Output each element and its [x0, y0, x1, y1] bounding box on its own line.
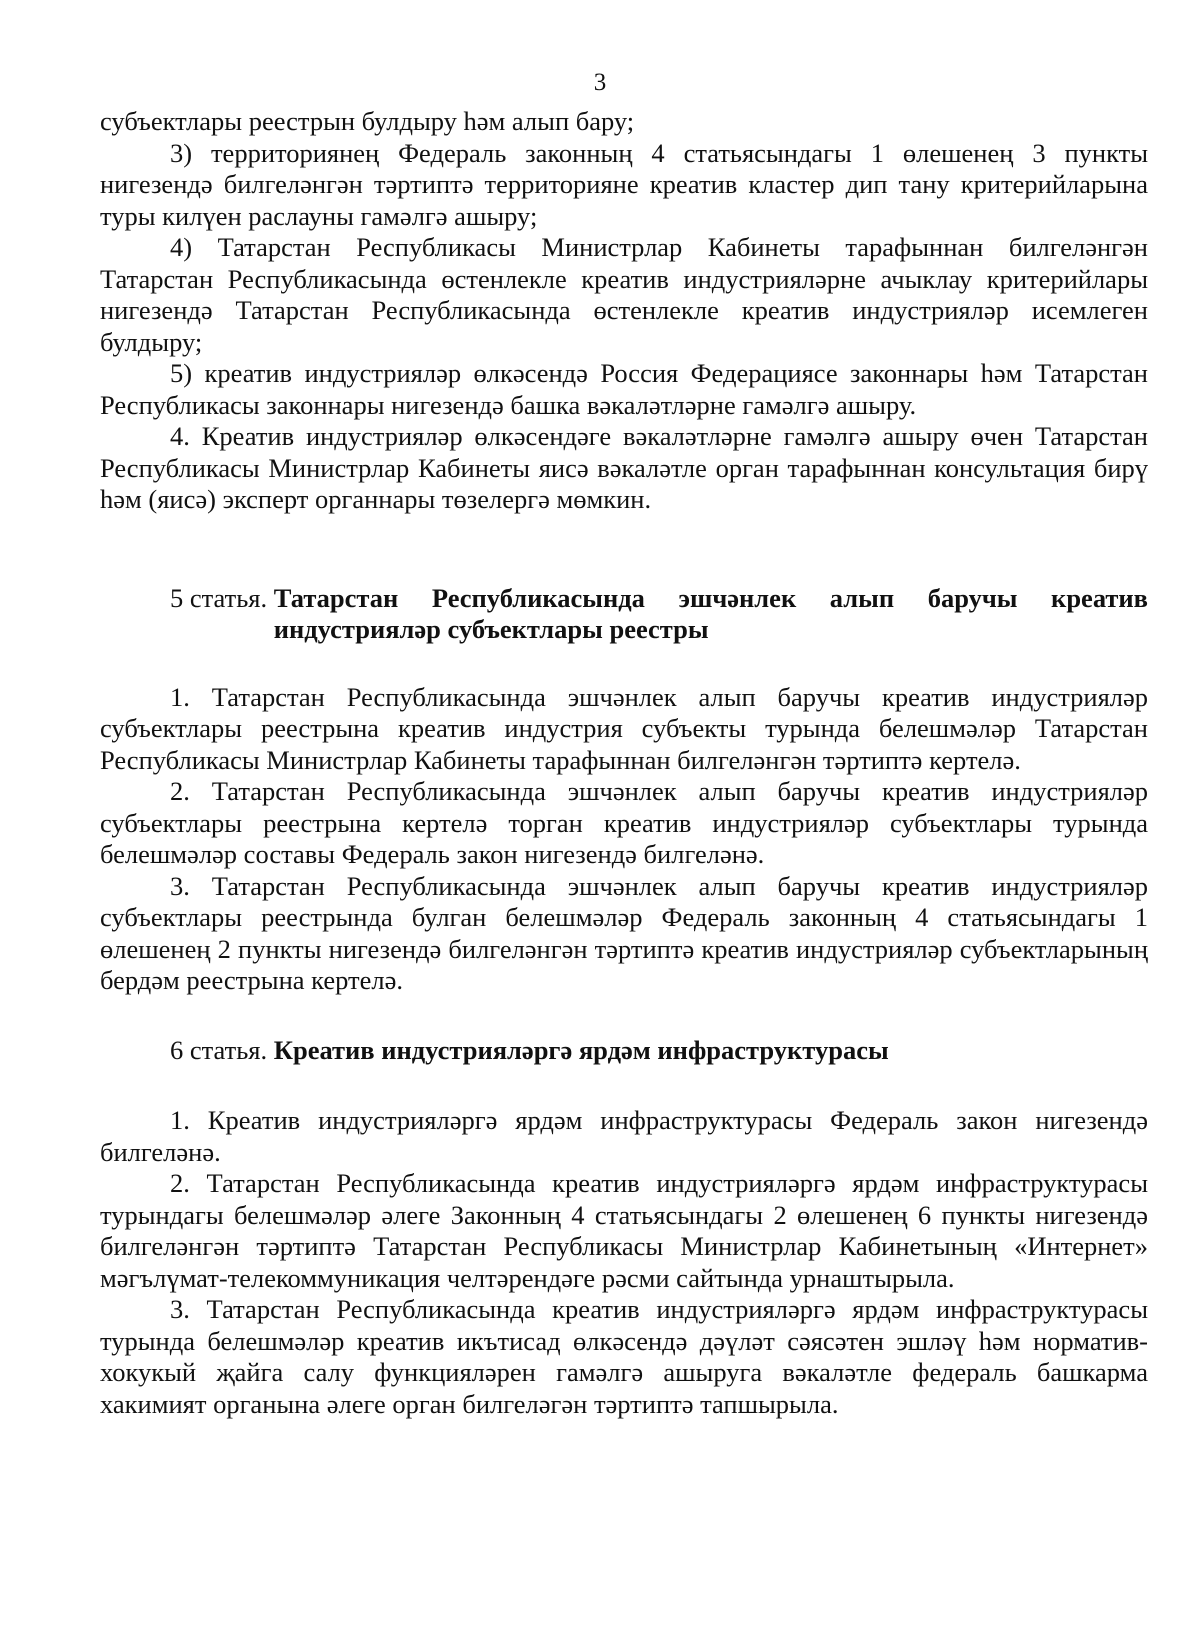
article-6-title: Креатив индустрияләргә ярдәм инфраструктурасы [273, 1034, 889, 1065]
paragraph-item-5: 5) креатив индустрияләр өлкәсендә Россия Федерациясе законнары һәм Татарстан Республикасы законнары нигезендә башка вәкаләтләрне гамәлгә ашыру. [100, 358, 1148, 420]
spacer [100, 1066, 1148, 1105]
spacer [100, 646, 1148, 682]
paragraph-part-4: 4. Креатив индустрияләр өлкәсендәге вәкаләтләрне гамәлгә ашыру өчен Татарстан Республикасы Министрлар Кабинеты яисә вәкаләтле орган тарафыннан консультация бирү һәм (яисә) эксперт органнары төзелергә мөмкин. [100, 421, 1148, 514]
article-6-paragraph-2: 2. Татарстан Республикасында креатив индустрияләргә ярдәм инфраструктурасы турындагы белешмәләр әлеге Законның 4 статьясындагы 2 өлешенең 6 пункты нигезендә билгеләнгән тәртиптә Татарстан Республикасы Министрлар Кабинетының «Интернет» мәгълүмат-телекоммуникация челтәрендәге рәсми сайтында урнаштырыла. [100, 1168, 1148, 1293]
paragraph-item-3: 3) территориянең Федераль законның 4 статьясындагы 1 өлешенең 3 пункты нигезендә билгеләнгән тәртиптә территорияне креатив кластер дип тану критерийларына туры килүен раслауны гамәлгә ашыру; [100, 137, 1148, 231]
article-5-paragraph-1: 1. Татарстан Республикасында эшчәнлек алып баручы креатив индустрияләр субъектлары реестрына креатив индустрия субъекты турында белешмәләр Татарстан Республикасы Министрлар Кабинеты тарафыннан билгеләнгән тәртиптә кертелә. [100, 681, 1148, 775]
document-body [100, 106, 1148, 1420]
spacer [100, 997, 1148, 1035]
paragraph-continuation: субъектлары реестрын булдыру һәм алып бару; [100, 106, 635, 136]
article-5-paragraph-3: 3. Татарстан Республикасында эшчәнлек алып баручы креатив индустрияләр субъектлары реестрында булган белешмәләр Федераль законның 4 статьясындагы 1 өлешенең 2 пункты нигезендә билгеләнгән тәртиптә креатив индустрияләр субъектларының бердәм реестрына кертелә. [100, 870, 1148, 995]
paragraph-item-4: 4) Татарстан Республикасы Министрлар Кабинеты тарафыннан билгеләнгән Татарстан Республикасында өстенлекле креатив индустрияләрне ачыклау критерийлары нигезендә Татарстан Республикасында өстенлекле креатив индустрияләр исемлеген булдыру; [100, 232, 1148, 357]
spacer [100, 516, 1148, 583]
article-6-heading [100, 1035, 1148, 1067]
article-6-label: 6 статья. [170, 1034, 274, 1065]
article-5-title: Татарстан Республикасында эшчәнлек алып баручы креатив индустрияләр субъектлары реестры [273, 582, 1148, 644]
article-6-paragraph-3: 3. Татарстан Республикасында креатив индустрияләргә ярдәм инфраструктурасы турында белешмәләр креатив икътисад өлкәсендә дәүләт сәясәтен эшләү һәм норматив-хокукый җайга салу функцияләрен гамәлгә ашыруга вәкаләтле федераль башкарма хакимият органына әлеге орган билгеләгән тәртиптә тапшырыла. [100, 1294, 1148, 1419]
article-6-paragraph-1: 1. Креатив индустрияләргә ярдәм инфраструктурасы Федераль закон нигезендә билгеләнә. [100, 1105, 1148, 1167]
article-5-paragraph-2: 2. Татарстан Республикасында эшчәнлек алып баручы креатив индустрияләр субъектлары реестрына кертелә торган креатив индустрияләр субъектлары турында белешмәләр составы Федераль закон нигезендә билгеләнә. [100, 776, 1148, 869]
page-number: 3 [593, 69, 607, 96]
article-5-label: 5 статья. [170, 582, 274, 613]
article-5-heading [100, 583, 1148, 646]
